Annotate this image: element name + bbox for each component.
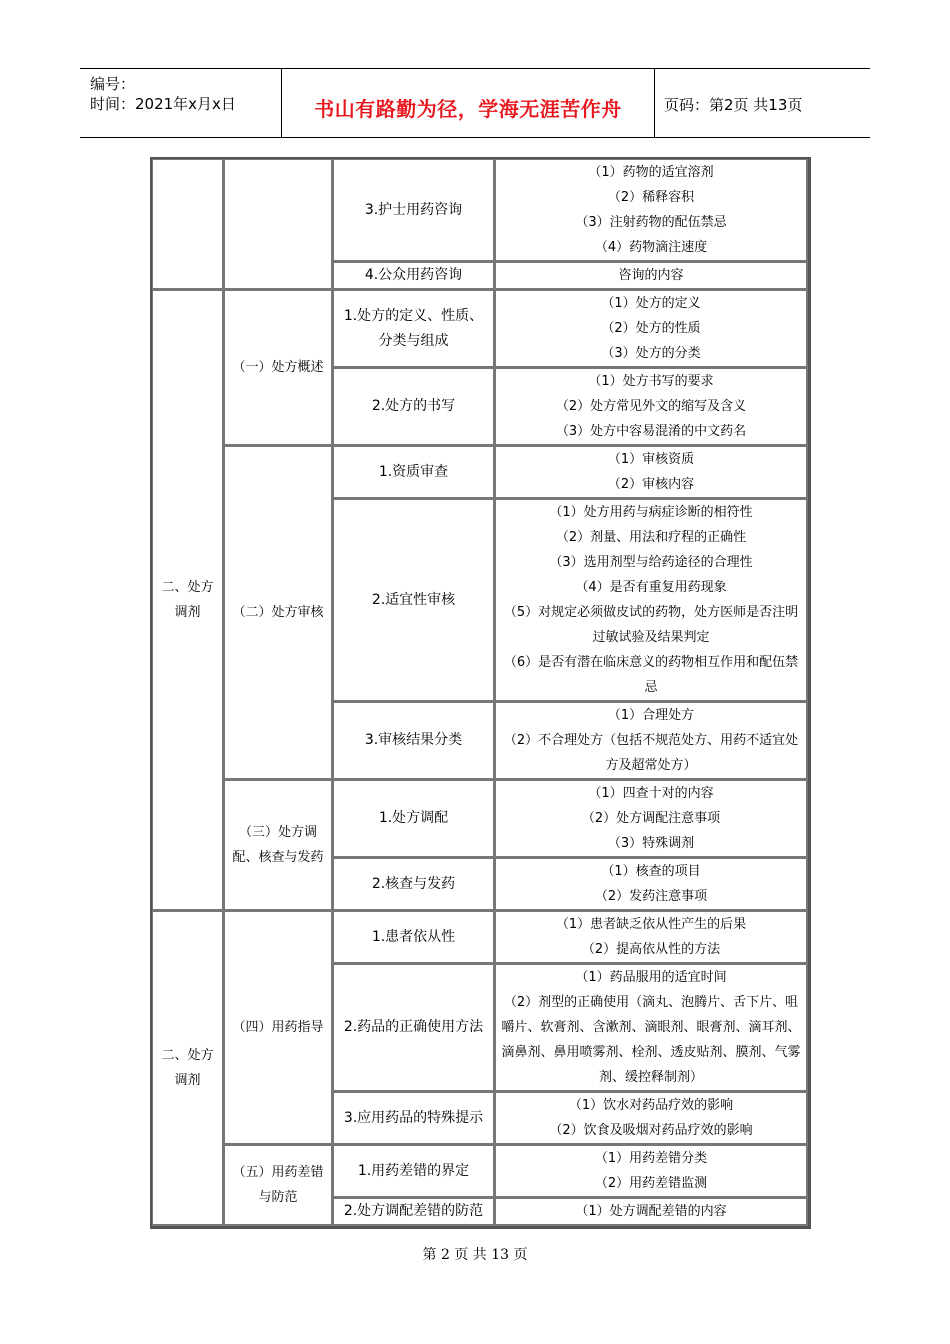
- section-cell: [152, 159, 224, 290]
- motto: 书山有路勤为径，学海无涯苦作舟: [314, 97, 622, 121]
- detail-item: （5）对规定必须做皮试的药物，处方医师是否注明过敏试验及结果判定: [503, 605, 799, 645]
- header-page-cell: [655, 69, 870, 137]
- topic-cell: 2.处方调配差错的防范: [333, 1198, 495, 1226]
- detail-cell: [495, 858, 808, 911]
- table-row: [152, 446, 808, 499]
- detail-cell: [495, 964, 808, 1092]
- detail-item: （2）提高依从性的方法: [581, 942, 721, 957]
- detail-item: （2）处方调配注意事项: [581, 811, 721, 826]
- detail-item: （1）处方用药与病症诊断的相符性: [549, 505, 753, 520]
- topic-cell: 1.用药差错的界定: [333, 1145, 495, 1198]
- detail-item: （1）核查的项目: [601, 864, 701, 879]
- detail-item: （1）四查十对的内容: [588, 786, 714, 801]
- header-motto-cell: [282, 69, 655, 137]
- detail-cell: [495, 1092, 808, 1145]
- detail-item: （1）处方调配差错的内容: [575, 1204, 727, 1219]
- topic-cell: 1.处方调配: [333, 780, 495, 858]
- detail-item: （1）处方书写的要求: [588, 374, 714, 389]
- unit-cell: [224, 290, 333, 446]
- unit-cell: [224, 446, 333, 780]
- unit-title: （三）处方调配、核查与发药: [232, 825, 324, 865]
- topic-cell: 4.公众用药咨询: [333, 262, 495, 290]
- unit-title: （二）处方审核: [232, 605, 324, 620]
- detail-item: （4）是否有重复用药现象: [575, 580, 727, 595]
- detail-cell: [495, 911, 808, 964]
- page-number-label: 页码：第2页 共13页: [664, 96, 803, 114]
- topic-cell: 2.核查与发药: [333, 858, 495, 911]
- detail-item: （3）特殊调剂: [607, 836, 695, 851]
- table-row: [152, 159, 808, 262]
- detail-cell: [495, 780, 808, 858]
- table-row: [152, 780, 808, 858]
- topic-cell: 3.应用药品的特殊提示: [333, 1092, 495, 1145]
- unit-cell: [224, 1145, 333, 1226]
- detail-item: （2）稀释容积: [607, 190, 695, 205]
- topic-cell: 2.适宜性审核: [333, 499, 495, 702]
- topic-cell: 2.药品的正确使用方法: [333, 964, 495, 1092]
- detail-item: （1）合理处方: [607, 708, 695, 723]
- section-title: 二、处方调剂: [161, 1048, 214, 1088]
- detail-item: （1）药物的适宜溶剂: [588, 165, 714, 180]
- page-footer: 第 2 页 共 13 页: [422, 1247, 528, 1263]
- topic-cell: 2.处方的书写: [333, 368, 495, 446]
- detail-item: （1）审核资质: [607, 452, 695, 467]
- detail-item: （2）不合理处方（包括不规范处方、用药不适宜处方及超常处方）: [503, 733, 799, 773]
- detail-item: （2）审核内容: [607, 477, 695, 492]
- detail-item: （1）用药差错分类: [594, 1151, 708, 1166]
- section-cell: [152, 290, 224, 911]
- detail-item: （2）剂量、用法和疗程的正确性: [555, 530, 747, 545]
- detail-cell: [495, 290, 808, 368]
- unit-cell: [224, 780, 333, 911]
- detail-item: （4）药物滴注速度: [594, 240, 708, 255]
- detail-item: （3）选用剂型与给药途径的合理性: [549, 555, 753, 570]
- table-row: [152, 290, 808, 368]
- detail-item: （2）处方常见外文的缩写及含义: [555, 399, 747, 414]
- unit-cell: [224, 159, 333, 290]
- unit-title: （四）用药指导: [232, 1020, 324, 1035]
- page-header: [80, 68, 870, 138]
- table-row: [152, 911, 808, 964]
- number-label: 编号：: [90, 75, 136, 93]
- section-cell: [152, 911, 224, 1226]
- detail-item: （2）饮食及吸烟对药品疗效的影响: [549, 1123, 753, 1138]
- detail-item: （1）患者缺乏依从性产生的后果: [555, 917, 747, 932]
- detail-item: （1）处方的定义: [601, 296, 701, 311]
- detail-item: （2）用药差错监测: [594, 1176, 708, 1191]
- detail-cell: [495, 159, 808, 262]
- detail-cell: [495, 446, 808, 499]
- topic-cell: 1.处方的定义、性质、 分类与组成: [333, 290, 495, 368]
- detail-item: （2）发药注意事项: [594, 889, 708, 904]
- detail-cell: [495, 1198, 808, 1226]
- syllabus-table: [150, 157, 811, 1229]
- topic-cell: 1.资质审查: [333, 446, 495, 499]
- unit-title: （五）用药差错与防范: [232, 1165, 324, 1205]
- table-row: [152, 1145, 808, 1198]
- detail-item: 咨询的内容: [618, 268, 684, 283]
- detail-item: （3）注射药物的配伍禁忌: [575, 215, 727, 230]
- detail-cell: [495, 368, 808, 446]
- detail-item: （3）处方的分类: [601, 346, 701, 361]
- detail-item: （2）处方的性质: [601, 321, 701, 336]
- detail-cell: [495, 1145, 808, 1198]
- detail-cell: [495, 499, 808, 702]
- detail-cell: [495, 262, 808, 290]
- detail-item: （1）饮水对药品疗效的影响: [568, 1098, 734, 1113]
- unit-cell: [224, 911, 333, 1145]
- detail-cell: [495, 702, 808, 780]
- topic-cell: 3.护士用药咨询: [333, 159, 495, 262]
- section-title: 二、处方调剂: [161, 580, 214, 620]
- topic-cell: 3.审核结果分类: [333, 702, 495, 780]
- detail-item: （2）剂型的正确使用（滴丸、泡腾片、舌下片、咀嚼片、软膏剂、含漱剂、滴眼剂、眼膏剂、滴耳剂、滴鼻剂、鼻用喷雾剂、栓剂、透皮贴剂、膜剂、气雾剂、缓控释制剂）: [501, 995, 801, 1085]
- topic-cell: 1.患者依从性: [333, 911, 495, 964]
- detail-item: （3）处方中容易混淆的中文药名: [555, 424, 747, 439]
- unit-title: （一）处方概述: [232, 360, 324, 375]
- detail-item: （6）是否有潜在临床意义的药物相互作用和配伍禁忌: [503, 655, 799, 695]
- header-meta-cell: [80, 69, 282, 137]
- detail-item: （1）药品服用的适宜时间: [575, 970, 727, 985]
- date-label: 时间：2021年x月x日: [90, 95, 236, 113]
